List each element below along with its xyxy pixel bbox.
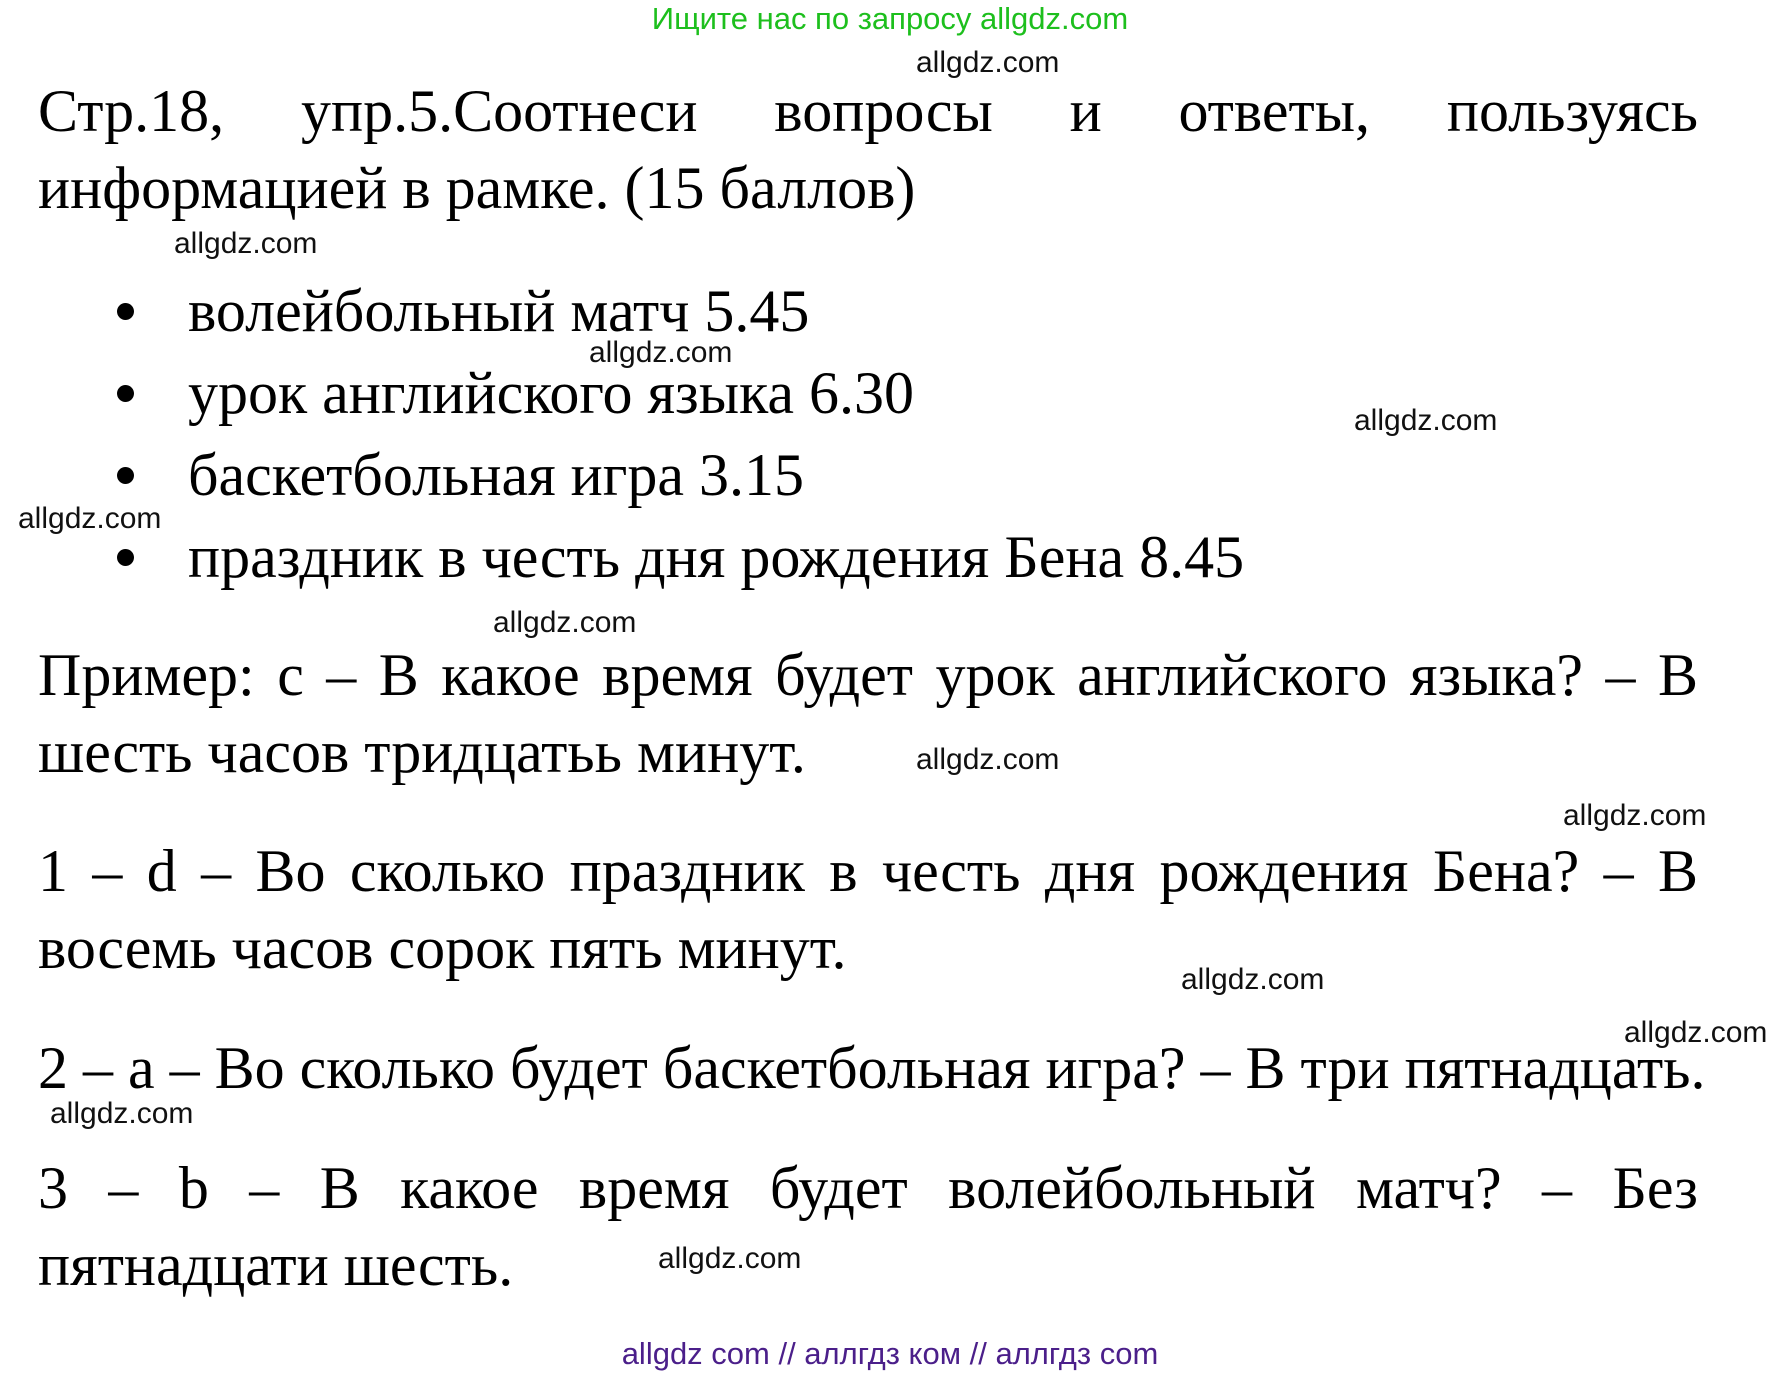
list-item-text: праздник в честь дня рождения Бена 8.45	[188, 524, 1245, 590]
bullet-icon	[117, 549, 134, 566]
watermark: allgdz.com	[916, 46, 1060, 79]
info-list	[0, 270, 1400, 598]
watermark: allgdz.com	[589, 336, 733, 369]
bullet-icon	[117, 385, 134, 402]
list-item	[0, 434, 1400, 516]
watermark: allgdz.com	[50, 1097, 194, 1130]
watermark: allgdz.com	[1563, 799, 1707, 832]
watermark: allgdz.com	[1181, 963, 1325, 996]
list-item-text: волейбольный матч 5.45	[188, 278, 810, 344]
watermark: allgdz.com	[658, 1242, 802, 1275]
list-item	[0, 516, 1400, 598]
watermark: allgdz.com	[18, 502, 162, 535]
watermark: allgdz.com	[1624, 1016, 1768, 1049]
answer-3: 3 – b – В какое время будет волейбольный матч? – Без пятнадцати шесть.	[38, 1155, 1698, 1298]
search-banner: Ищите нас по запросу allgdz.com	[651, 1, 1129, 36]
bullet-icon	[117, 303, 134, 320]
watermark: allgdz.com	[916, 743, 1060, 776]
example-paragraph: Пример: c – В какое время будет урок английского языка? – В шесть часов тридцатьь минут.	[38, 642, 1698, 785]
task-heading: Стр.18, упр.5.Соотнеси вопросы и ответы, пользуясь информацией в рамке. (15 баллов)	[38, 78, 1698, 221]
list-item-text: урок английского языка 6.30	[188, 360, 914, 426]
answer-1: 1 – d – Во сколько праздник в честь дня рождения Бена? – В восемь часов сорок пять минут.	[38, 838, 1698, 981]
list-item-text: баскетбольная игра 3.15	[188, 442, 805, 508]
footer-links: allgdz com // аллгдз ком // аллгдз com	[621, 1336, 1159, 1371]
answer-2: 2 – a – Во сколько будет баскетбольная игра? – В три пятнадцать.	[38, 1035, 1706, 1101]
bullet-icon	[117, 467, 134, 484]
watermark: allgdz.com	[1354, 404, 1498, 437]
watermark: allgdz.com	[174, 227, 318, 260]
watermark: allgdz.com	[493, 606, 637, 639]
